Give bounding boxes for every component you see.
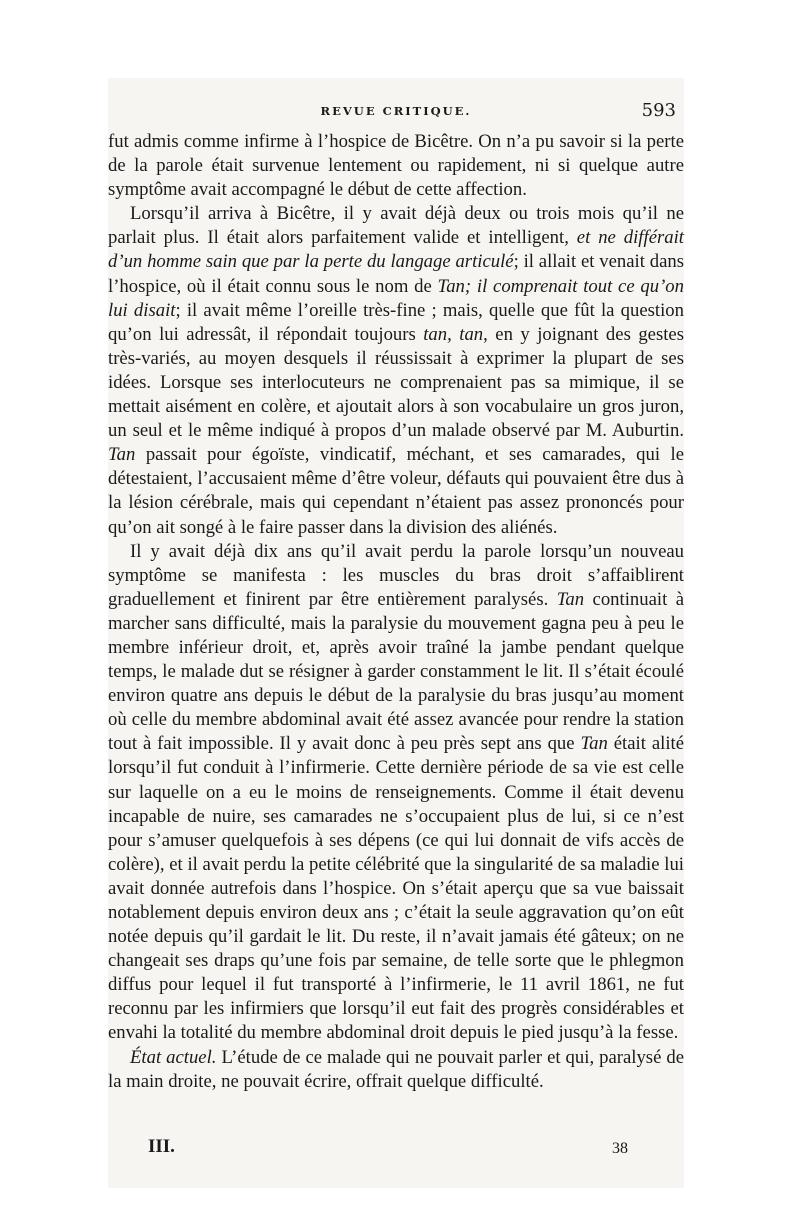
italic-text: et ne différait d’un homme sain que par la perte du langage articulé — [108, 227, 684, 273]
page-header — [108, 100, 684, 124]
paragraph — [108, 1046, 684, 1094]
paragraph-text: ; il avait même l’oreille très-fine ; mais, quelle que fût la question qu’on lui adressât, il répondait toujours — [108, 299, 684, 345]
paragraph-text: Il y avait déjà dix ans qu’il avait perdu la parole lorsqu’un nouveau symptôme se manifesta : les muscles du bras droit s’affaiblirent graduellement et finirent par être entièrement paralysés. — [108, 540, 684, 610]
paragraph-text: fut admis comme infirme à l’hospice de Bicêtre. On n’a pu savoir si la perte de la parole était survenue lentement ou rapidement, ni si quelque autre symptôme avait accompagné le début de cette affection. — [108, 131, 684, 201]
paragraph-text: était alité lorsqu’il fut conduit à l’infirmerie. Cette dernière période de sa vie est celle sur laquelle on a eu le moins de renseignements. Comme il était devenu incapable de nuire, ses camarades ne s’occupaient plus de lui, si ce n’est pour s’amuser quelquefois à ses dépens (ce qui lui donnait de vifs accès de colère), et il avait perdu la petite célébrité que la singularité de sa maladie lui avait donnée autrefois dans l’hospice. On s’était aperçu que sa vue baissait notablement depuis environ deux ans ; c’était la seule aggravation qu’on eût notée depuis qu’il gardait le lit. Du reste, il n’avait jamais été gâteux; on ne changeait ses draps qu’une fois par semaine, de telle sorte que le phlegmon diffus pour lequel il fut transporté à l’infirmerie, le 11 avril 1861, ne fut reconnu par les infirmiers que lorsqu’il eut fait des progrès considérables et envahi la totalité du membre abdominal droit depuis le pied jusqu’à la fesse. — [108, 733, 684, 1044]
paragraph-text: passait pour égoïste, vindicatif, méchant, et ses camarades, qui le détestaient, l’accusaient même d’être voleur, défauts qui pouvaient être dus à la lésion cérébrale, mais qui cependant n’étaient pas assez prononcés pour qu’on ait songé à le faire passer dans la division des aliénés. — [108, 444, 684, 538]
paragraph — [108, 130, 684, 202]
running-title: REVUE CRITIQUE. — [320, 104, 472, 118]
italic-text: tan, tan — [423, 323, 484, 345]
paragraph-text: L’étude de ce malade qui ne pouvait parler et qui, paralysé de la main droite, ne pouvait écrire, offrait quelque difficulté. — [108, 1046, 684, 1092]
scanned-page — [108, 78, 684, 1188]
paragraph — [108, 540, 684, 1046]
italic-text: Tan — [108, 444, 136, 466]
paragraph-text: Lorsqu’il arriva à Bicêtre, il y avait déjà deux ou trois mois qu’il ne parlait plus. Il était alors parfaitement valide et intelligent, — [108, 203, 684, 249]
italic-text: État actuel. — [130, 1046, 217, 1068]
page-number: 593 — [641, 100, 676, 121]
body-text — [108, 130, 684, 1094]
page-footer — [108, 1136, 684, 1164]
paragraph-text: ; il allait et venait dans l’hospice, où il était connu sous le nom de — [108, 251, 684, 297]
paragraph — [108, 202, 684, 539]
paragraph-text: continuait à marcher sans difficulté, mais la paralysie du mouvement gagna peu à peu le membre inférieur droit, et, après avoir traîné la jambe pendant quelque temps, le malade dut se résigner à garder constamment le lit. Il s’était écoulé environ quatre ans depuis le début de la paralysie du bras jusqu’au moment où celle du membre abdominal avait été assez avancée pour rendre la station tout à fait impossible. Il y avait donc à peu près sept ans que — [108, 588, 684, 755]
italic-text: Tan; il comprenait tout ce qu’on lui disait — [108, 275, 684, 321]
italic-text: Tan — [580, 733, 608, 755]
folio-number: 38 — [612, 1140, 628, 1157]
italic-text: Tan — [556, 588, 585, 610]
signature-mark: III. — [148, 1136, 175, 1157]
paragraph-text: , en y joignant des gestes très-variés, au moyen desquels il réussissait à exprimer la plupart de ses idées. Lorsque ses interlocuteurs ne comprenaient pas sa mimique, il se mettait aisément en colère, et ajoutait alors à son vocabulaire un gros juron, un seul et le même indiqué à propos d’un malade observé par M. Auburtin. — [108, 323, 684, 442]
